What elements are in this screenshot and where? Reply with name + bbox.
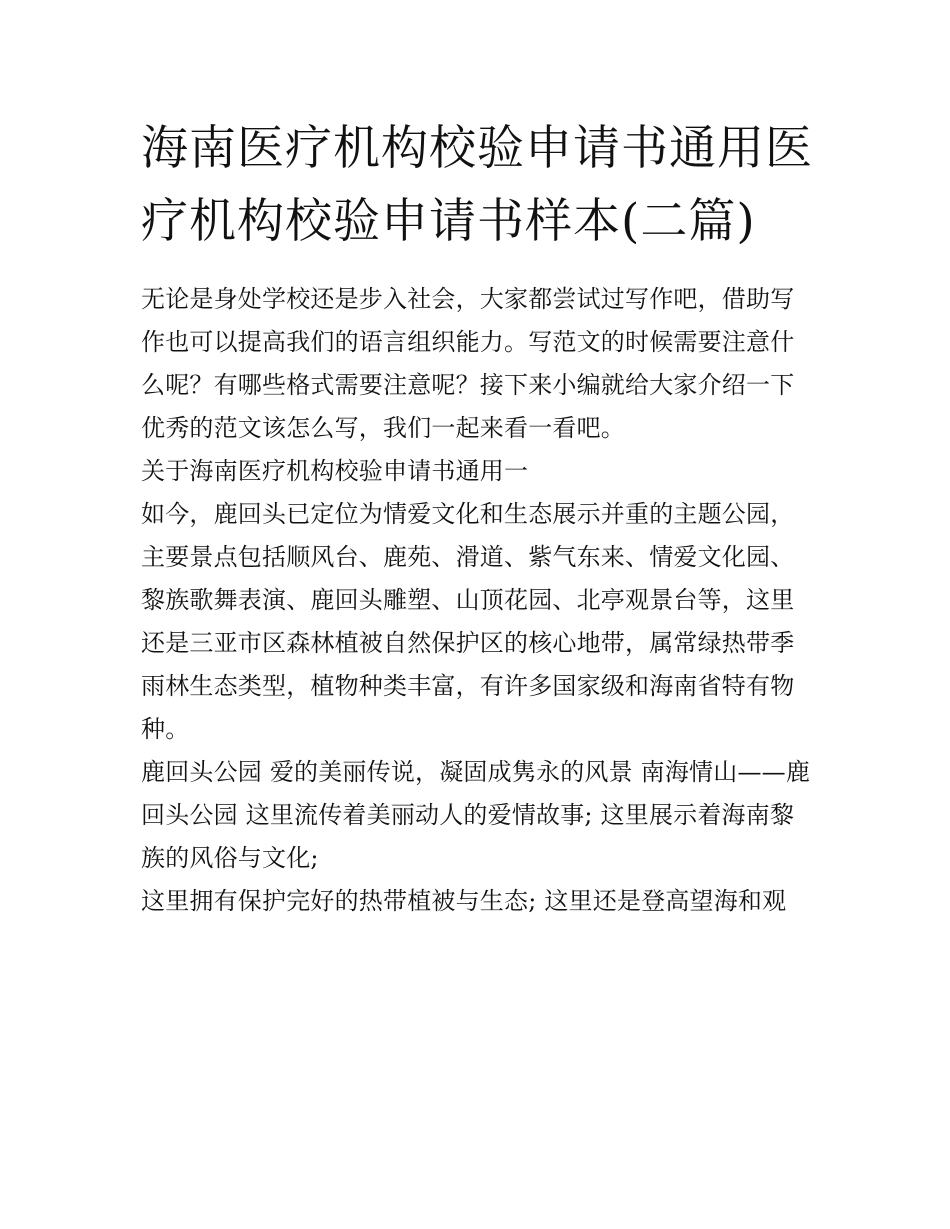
document-title: 海南医疗机构校验申请书通用医疗机构校验申请书样本(二篇) — [141, 121, 813, 249]
paragraph-park-legend: 鹿回头公园 爱的美丽传说，凝固成隽永的风景 南海情山——鹿回头公园 这里流传着美丽动人的爱情故事; 这里展示着海南黎族的风俗与文化; — [141, 758, 811, 872]
paragraph-park-description: 如今，鹿回头已定位为情爱文化和生态展示并重的主题公园，主要景点包括顺风台、鹿苑、滑道、紫气东来、情爱文化园、黎族歌舞表演、鹿回头雕塑、山顶花园、北亭观景台等，这里还是三亚市区森林植被自然保护区的核心地带，属常绿热带季雨林生态类型，植物种类丰富，有许多国家级和海南省特有物种。 — [141, 500, 795, 743]
document-page — [141, 112, 813, 923]
paragraph-intro: 无论是身处学校还是步入社会，大家都尝试过写作吧，借助写作也可以提高我们的语言组织能力。写范文的时候需要注意什么呢？有哪些格式需要注意呢？接下来小编就给大家介绍一下优秀的范文该怎么写，我们一起来看一看吧。 — [141, 285, 795, 442]
paragraph-park-ecology: 这里拥有保护完好的热带植被与生态; 这里还是登高望海和观 — [141, 887, 787, 915]
paragraph-section-heading: 关于海南医疗机构校验申请书通用一 — [141, 457, 529, 485]
document-body — [141, 278, 813, 923]
